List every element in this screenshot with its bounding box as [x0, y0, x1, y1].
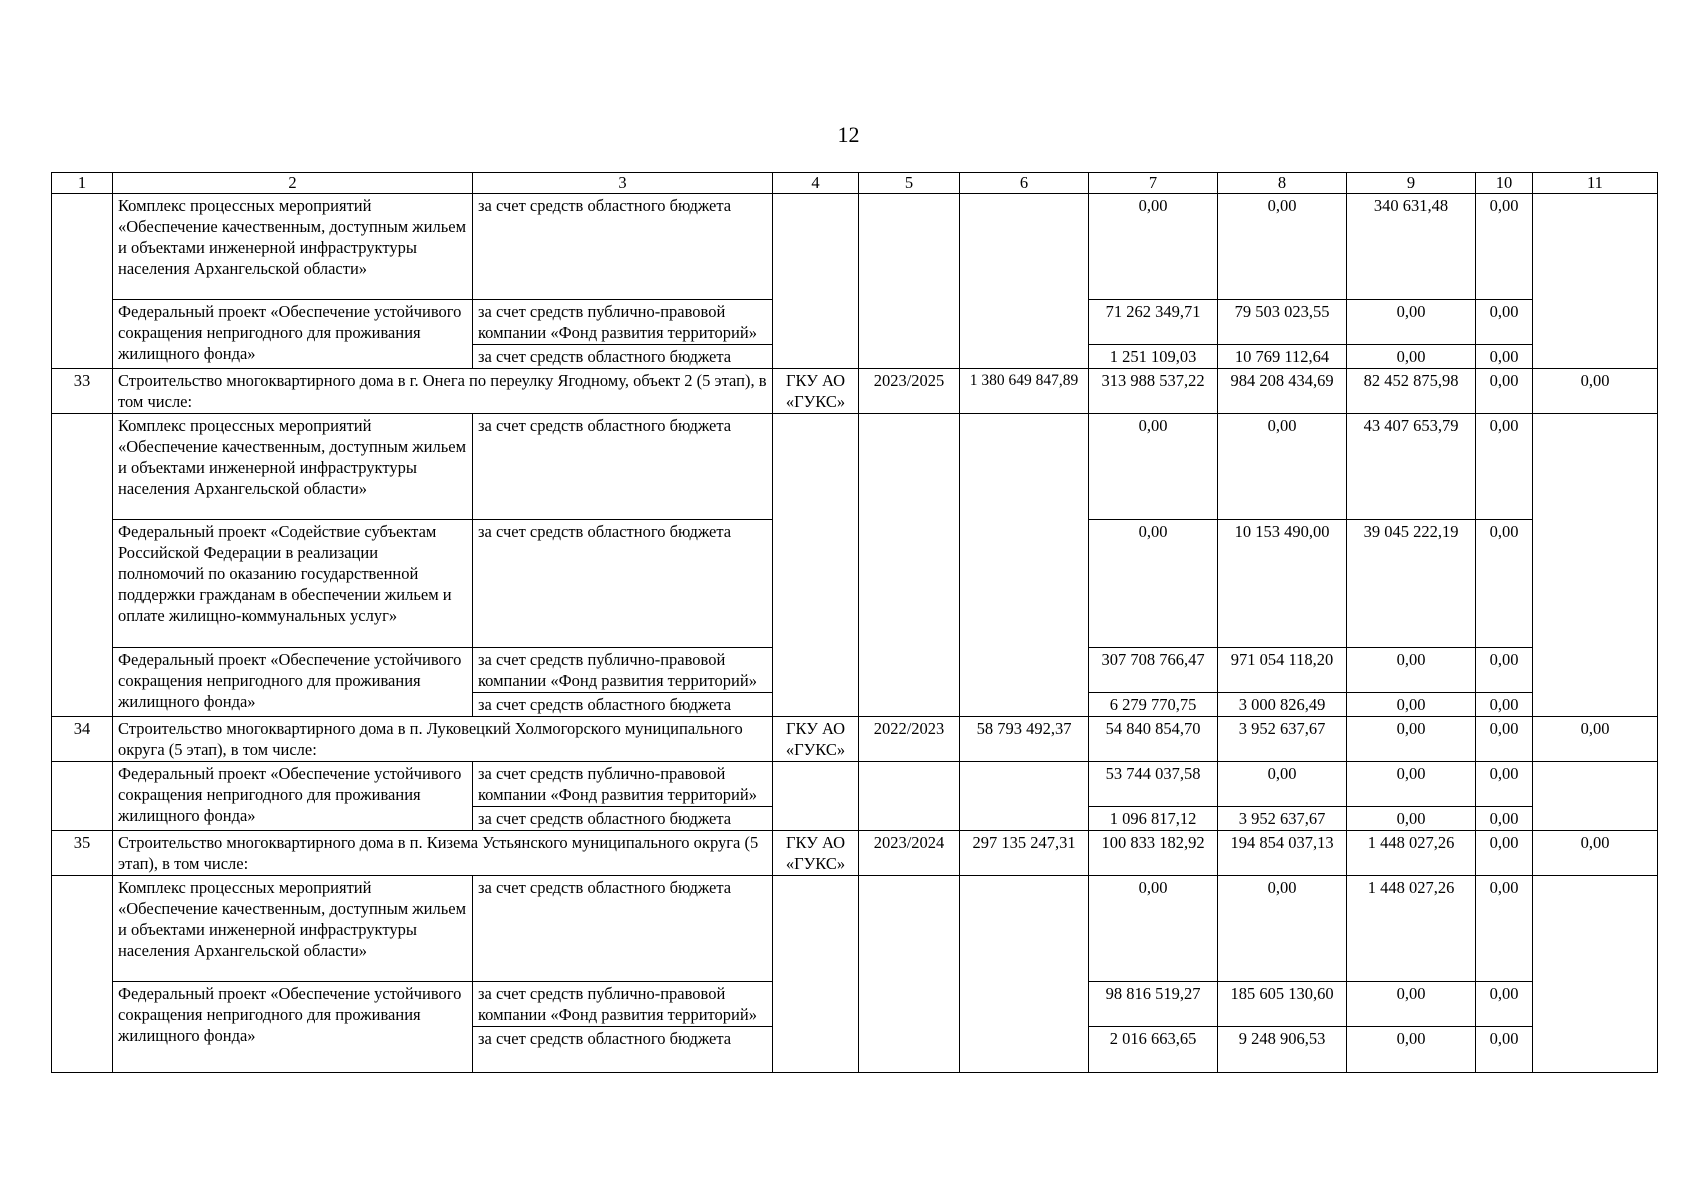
- amount-cell: 10 769 112,64: [1218, 345, 1347, 369]
- customer-cell: ГКУ АО «ГУКС»: [773, 831, 859, 876]
- empty-cell: [859, 414, 960, 717]
- column-header: 3: [473, 173, 773, 194]
- empty-cell: [960, 194, 1089, 369]
- column-header: 6: [960, 173, 1089, 194]
- amount-cell: 0,00: [1347, 648, 1476, 693]
- funding-source: за счет средств областного бюджета: [473, 876, 773, 982]
- program-name: Федеральный проект «Обеспечение устойчивого сокращения непригодного для проживания жилищного фонда»: [113, 762, 473, 831]
- empty-cell: [1533, 762, 1658, 831]
- amount-cell: 0,00: [1089, 194, 1218, 300]
- amount-cell: 9 248 906,53: [1218, 1027, 1347, 1073]
- table-row: [52, 876, 1658, 982]
- column-header: 8: [1218, 173, 1347, 194]
- empty-cell: [1533, 194, 1658, 369]
- empty-cell: [773, 762, 859, 831]
- amount-cell: 0,00: [1347, 300, 1476, 345]
- empty-cell: [1533, 876, 1658, 1073]
- program-name: Комплекс процессных мероприятий «Обеспечение качественным, доступным жильем и объектами инженерной инфраструктуры населения Архангельской области»: [113, 194, 473, 300]
- funding-source: за счет средств областного бюджета: [473, 693, 773, 717]
- amount-cell: 971 054 118,20: [1218, 648, 1347, 693]
- period-cell: 2023/2025: [859, 369, 960, 414]
- amount-cell: 0,00: [1218, 762, 1347, 807]
- amount-cell: 0,00: [1347, 717, 1476, 762]
- amount-cell: 0,00: [1347, 693, 1476, 717]
- amount-cell: 0,00: [1476, 762, 1533, 807]
- empty-cell: [52, 762, 113, 831]
- program-name: Федеральный проект «Обеспечение устойчивого сокращения непригодного для проживания жилищного фонда»: [113, 982, 473, 1073]
- amount-cell: 0,00: [1476, 717, 1533, 762]
- program-name: Федеральный проект «Обеспечение устойчивого сокращения непригодного для проживания жилищного фонда»: [113, 300, 473, 369]
- amount-cell: 0,00: [1347, 1027, 1476, 1073]
- amount-cell: 1 096 817,12: [1089, 807, 1218, 831]
- amount-cell: 54 840 854,70: [1089, 717, 1218, 762]
- funding-source: за счет средств областного бюджета: [473, 194, 773, 300]
- table-row: [52, 414, 1658, 520]
- column-header: 4: [773, 173, 859, 194]
- amount-cell: 98 816 519,27: [1089, 982, 1218, 1027]
- table-row: [52, 194, 1658, 300]
- amount-cell: 0,00: [1347, 982, 1476, 1027]
- amount-cell: 0,00: [1476, 345, 1533, 369]
- column-header: 10: [1476, 173, 1533, 194]
- empty-cell: [1533, 414, 1658, 717]
- empty-cell: [773, 194, 859, 369]
- amount-cell: 0,00: [1476, 300, 1533, 345]
- funding-source: за счет средств областного бюджета: [473, 1027, 773, 1073]
- empty-cell: [960, 762, 1089, 831]
- amount-cell: 0,00: [1476, 693, 1533, 717]
- period-cell: 2023/2024: [859, 831, 960, 876]
- amount-cell: 194 854 037,13: [1218, 831, 1347, 876]
- amount-cell: 3 952 637,67: [1218, 717, 1347, 762]
- financing-table: [51, 172, 1658, 1073]
- empty-cell: [52, 414, 113, 717]
- amount-cell: 0,00: [1347, 762, 1476, 807]
- row-number: 34: [52, 717, 113, 762]
- amount-cell: 43 407 653,79: [1347, 414, 1476, 520]
- amount-cell: 0,00: [1533, 831, 1658, 876]
- customer-cell: ГКУ АО «ГУКС»: [773, 369, 859, 414]
- amount-cell: 0,00: [1347, 807, 1476, 831]
- empty-cell: [859, 876, 960, 1073]
- amount-cell: 307 708 766,47: [1089, 648, 1218, 693]
- empty-cell: [773, 414, 859, 717]
- column-header: 1: [52, 173, 113, 194]
- program-name: Федеральный проект «Обеспечение устойчивого сокращения непригодного для проживания жилищного фонда»: [113, 648, 473, 717]
- customer-cell: ГКУ АО «ГУКС»: [773, 717, 859, 762]
- amount-cell: 58 793 492,37: [960, 717, 1089, 762]
- column-header: 2: [113, 173, 473, 194]
- amount-cell: 340 631,48: [1347, 194, 1476, 300]
- amount-cell: 0,00: [1218, 876, 1347, 982]
- table-row: [52, 762, 1658, 807]
- amount-cell: 1 251 109,03: [1089, 345, 1218, 369]
- amount-cell: 297 135 247,31: [960, 831, 1089, 876]
- column-header: 11: [1533, 173, 1658, 194]
- object-title: Строительство многоквартирного дома в п. Кизема Устьянского муниципального округа (5 этап), в том числе:: [113, 831, 773, 876]
- amount-cell: 0,00: [1089, 876, 1218, 982]
- amount-cell: 0,00: [1218, 414, 1347, 520]
- program-name: Комплекс процессных мероприятий «Обеспечение качественным, доступным жильем и объектами инженерной инфраструктуры населения Архангельской области»: [113, 414, 473, 520]
- object-row: [52, 831, 1658, 876]
- amount-cell: 1 448 027,26: [1347, 831, 1476, 876]
- empty-cell: [960, 414, 1089, 717]
- amount-cell: 0,00: [1476, 414, 1533, 520]
- funding-source: за счет средств публично-правовой компании «Фонд развития территорий»: [473, 300, 773, 345]
- amount-cell: 0,00: [1533, 369, 1658, 414]
- amount-cell: 6 279 770,75: [1089, 693, 1218, 717]
- empty-cell: [859, 762, 960, 831]
- amount-cell: 1 448 027,26: [1347, 876, 1476, 982]
- amount-cell: 3 000 826,49: [1218, 693, 1347, 717]
- amount-cell: 82 452 875,98: [1347, 369, 1476, 414]
- empty-cell: [52, 194, 113, 369]
- column-header: 7: [1089, 173, 1218, 194]
- funding-source: за счет средств областного бюджета: [473, 345, 773, 369]
- amount-cell: 1 380 649 847,89: [960, 369, 1089, 414]
- funding-source: за счет средств публично-правовой компании «Фонд развития территорий»: [473, 982, 773, 1027]
- funding-source: за счет средств областного бюджета: [473, 807, 773, 831]
- amount-cell: 0,00: [1476, 831, 1533, 876]
- amount-cell: 100 833 182,92: [1089, 831, 1218, 876]
- amount-cell: 0,00: [1089, 414, 1218, 520]
- amount-cell: 10 153 490,00: [1218, 520, 1347, 648]
- object-title: Строительство многоквартирного дома в п. Луковецкий Холмогорского муниципального округа (5 этап), в том числе:: [113, 717, 773, 762]
- amount-cell: 0,00: [1476, 369, 1533, 414]
- row-number: 35: [52, 831, 113, 876]
- row-number: 33: [52, 369, 113, 414]
- amount-cell: 0,00: [1218, 194, 1347, 300]
- empty-cell: [773, 876, 859, 1073]
- funding-source: за счет средств публично-правовой компании «Фонд развития территорий»: [473, 762, 773, 807]
- column-header: 5: [859, 173, 960, 194]
- amount-cell: 79 503 023,55: [1218, 300, 1347, 345]
- amount-cell: 0,00: [1476, 982, 1533, 1027]
- amount-cell: 0,00: [1476, 1027, 1533, 1073]
- funding-source: за счет средств областного бюджета: [473, 520, 773, 648]
- column-header: 9: [1347, 173, 1476, 194]
- amount-cell: 39 045 222,19: [1347, 520, 1476, 648]
- object-title: Строительство многоквартирного дома в г. Онега по переулку Ягодному, объект 2 (5 этап), в том числе:: [113, 369, 773, 414]
- amount-cell: 71 262 349,71: [1089, 300, 1218, 345]
- amount-cell: 185 605 130,60: [1218, 982, 1347, 1027]
- amount-cell: 0,00: [1476, 648, 1533, 693]
- amount-cell: 0,00: [1347, 345, 1476, 369]
- amount-cell: 53 744 037,58: [1089, 762, 1218, 807]
- amount-cell: 0,00: [1476, 194, 1533, 300]
- funding-source: за счет средств публично-правовой компании «Фонд развития территорий»: [473, 648, 773, 693]
- empty-cell: [859, 194, 960, 369]
- amount-cell: 0,00: [1089, 520, 1218, 648]
- column-header-row: [52, 173, 1658, 194]
- page-number: 12: [837, 122, 860, 147]
- amount-cell: 3 952 637,67: [1218, 807, 1347, 831]
- program-name: Комплекс процессных мероприятий «Обеспечение качественным, доступным жильем и объектами инженерной инфраструктуры населения Архангельской области»: [113, 876, 473, 982]
- funding-source: за счет средств областного бюджета: [473, 414, 773, 520]
- empty-cell: [960, 876, 1089, 1073]
- amount-cell: 2 016 663,65: [1089, 1027, 1218, 1073]
- empty-cell: [52, 876, 113, 1073]
- object-row: [52, 717, 1658, 762]
- amount-cell: 313 988 537,22: [1089, 369, 1218, 414]
- object-row: [52, 369, 1658, 414]
- program-name: Федеральный проект «Содействие субъектам Российской Федерации в реализации полномочий по оказанию государственной поддержки гражданам в обеспечении жильем и оплате жилищно-коммунальных услуг»: [113, 520, 473, 648]
- amount-cell: 0,00: [1533, 717, 1658, 762]
- period-cell: 2022/2023: [859, 717, 960, 762]
- amount-cell: 984 208 434,69: [1218, 369, 1347, 414]
- amount-cell: 0,00: [1476, 807, 1533, 831]
- amount-cell: 0,00: [1476, 876, 1533, 982]
- amount-cell: 0,00: [1476, 520, 1533, 648]
